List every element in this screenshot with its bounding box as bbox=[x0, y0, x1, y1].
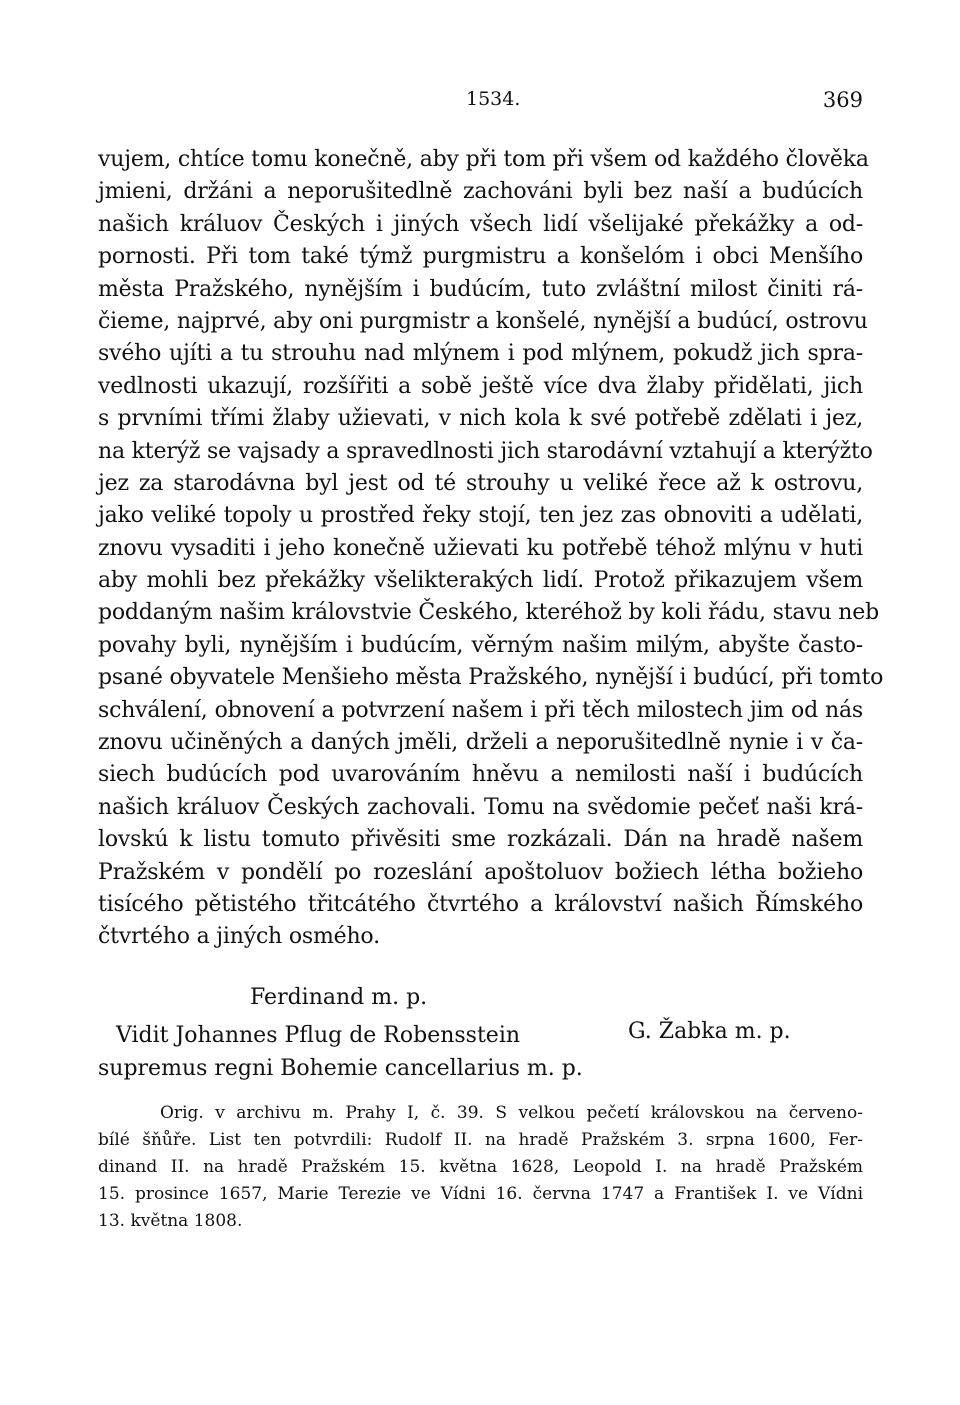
body-line: psané obyvatele Menšieho města Pražského, nynější i budúcí, při tomto bbox=[98, 665, 884, 691]
king-signature: Ferdinand m. p. bbox=[250, 985, 428, 1010]
secretary-signature: G. Žabka m. p. bbox=[628, 1019, 791, 1044]
body-text bbox=[98, 144, 884, 954]
footnote-line: Orig. v archivu m. Prahy I, č. 39. S velkou pečetí královskou na červeno- bbox=[160, 1103, 863, 1123]
footnote-block bbox=[98, 1100, 863, 1235]
header-year: 1534. bbox=[466, 88, 521, 110]
page-header bbox=[98, 88, 863, 118]
body-line: jako veliké topoly u prostřed řeky stojí, ten jez zas obnoviti a udělati, bbox=[98, 503, 863, 529]
body-line: čtvrtého a jiných osmého. bbox=[98, 924, 380, 950]
body-line: lovskú k listu tomuto přivěsiti sme rozkázali. Dán na hradě našem bbox=[98, 827, 863, 853]
body-line: na kterýž se vajsady a spravedlnosti jich starodávní vztahují a kterýžto bbox=[98, 438, 873, 464]
body-line: našich králuov Českých zachovali. Tomu na svědomie pečeť naši krá- bbox=[98, 794, 863, 820]
body-line: schválení, obnovení a potvrzení našem i při těch milostech jim od nás bbox=[98, 697, 863, 723]
body-line: znovu učiněných a daných jměli, drželi a neporušitedlně nynie i v ča- bbox=[98, 730, 863, 756]
footnote-line: dinand II. na hradě Pražském 15. května 1628, Leopold I. na hradě Pražském bbox=[98, 1157, 863, 1177]
body-line: čieme, najprvé, aby oni purgmistr a konšelé, nynější a budúcí, ostrovu bbox=[98, 308, 868, 334]
body-line: aby mohli bez překážky všelikterakých lidí. Protož přikazujem všem bbox=[98, 568, 863, 594]
body-line: pornosti. Při tom také týmž purgmistru a konšelóm i obci Menšího bbox=[98, 244, 863, 270]
chancellor-signature bbox=[98, 1019, 583, 1085]
body-line: svého ujíti a tu strouhu nad mlýnem i pod mlýnem, pokudž jich spra- bbox=[98, 341, 863, 367]
body-line: Pražském v pondělí po rozeslání apoštoluov božiech létha božieho bbox=[98, 859, 863, 885]
body-line: vujem, chtíce tomu konečně, aby při tom při všem od každého člověka bbox=[98, 147, 869, 172]
chancellor-line-2: supremus regni Bohemie cancellarius m. p. bbox=[98, 1056, 583, 1081]
body-line: znovu vysaditi i jeho konečně užievati ku potřebě téhož mlýnu v huti bbox=[98, 535, 863, 561]
body-line: povahy byli, nynějším i budúcím, věrným našim milým, abyšte často- bbox=[98, 632, 863, 658]
body-line: tisícého pětistého třitcátého čtvrtého a království našich Římského bbox=[98, 891, 863, 917]
body-line: poddaným našim královstvie Českého, kteréhož by koli řádu, stavu neb bbox=[98, 600, 879, 626]
body-line: našich králuov Českých i jiných všech lidí všelijaké překážky a od- bbox=[98, 211, 863, 237]
footnote-line: 15. prosince 1657, Marie Terezie ve Vídni 16. června 1747 a František I. ve Vídni bbox=[98, 1184, 863, 1204]
body-line: jmieni, držáni a neporušitedlně zachováni byli bez naší a budúcích bbox=[98, 179, 863, 205]
body-line: s prvními třími žlaby užievati, v nich kola k své potřebě zdělati i jez, bbox=[98, 406, 863, 432]
footnote-line: 13. května 1808. bbox=[98, 1211, 243, 1231]
body-line: vedlnosti ukazují, rozšířiti a sobě ještě více dva žlaby přidělati, jich bbox=[98, 373, 863, 399]
chancellor-line-1: Vidit Johannes Pflug de Robensstein bbox=[116, 1023, 521, 1048]
body-line: jez za starodávna byl jest od té strouhy u veliké řece až k ostrovu, bbox=[98, 470, 863, 496]
body-line: města Pražského, nynějším i budúcím, tuto zvláštní milost činiti rá- bbox=[98, 276, 863, 302]
body-line: siech budúcích pod uvarováním hněvu a nemilosti naší i budúcích bbox=[98, 762, 863, 788]
signature-block bbox=[98, 985, 863, 1095]
footnote-line: bílé šňůře. List ten potvrdili: Rudolf II. na hradě Pražském 3. srpna 1600, Fer- bbox=[98, 1130, 863, 1150]
page-number: 369 bbox=[822, 88, 863, 112]
